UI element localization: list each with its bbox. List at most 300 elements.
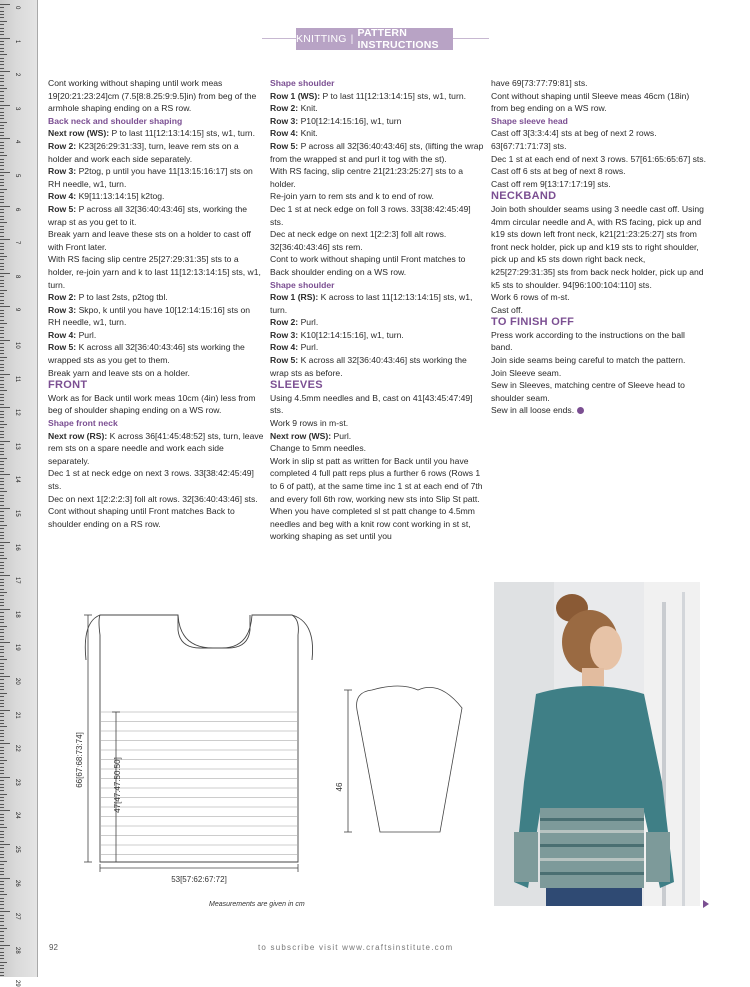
ruler-tick xyxy=(0,575,10,576)
ruler-tick xyxy=(0,918,4,919)
column-1 xyxy=(48,77,264,530)
ruler-tick xyxy=(0,192,4,193)
ruler-tick xyxy=(0,495,4,496)
instruction-row xyxy=(270,354,485,379)
ruler-tick xyxy=(0,458,7,459)
ruler-tick xyxy=(0,955,4,956)
ruler-tick xyxy=(0,619,4,620)
ruler-number: 9 xyxy=(14,308,20,312)
ruler-tick xyxy=(0,256,7,257)
ruler-tick xyxy=(0,545,4,546)
instruction-text: Dec on next 1[2:2:2:3] foll alt rows. 32[36:40:43:46] sts. xyxy=(48,493,258,504)
ruler-tick xyxy=(0,898,4,899)
ruler-tick xyxy=(0,330,4,331)
instruction-row xyxy=(48,127,264,140)
row-text: K10[12:14:15:16], w1, turn. xyxy=(300,329,404,340)
ruler-tick xyxy=(0,837,4,838)
ruler-tick xyxy=(0,484,4,485)
row-label: Next row (WS): xyxy=(270,430,332,441)
ruler-tick xyxy=(0,333,4,334)
ruler-tick xyxy=(0,841,4,842)
page-number: 92 xyxy=(49,943,58,952)
next-page-arrow-icon xyxy=(703,900,709,908)
instruction-row xyxy=(270,102,485,115)
ruler-tick xyxy=(0,4,10,5)
ruler-tick xyxy=(0,767,4,768)
row-label: Row 2: xyxy=(48,292,77,303)
instruction-text: When you have completed sl st patt change to 4.5mm needles and beg with a knit row cont working in st st, working shaping as set until you xyxy=(270,506,475,542)
ruler-tick xyxy=(0,700,4,701)
ruler-tick xyxy=(0,437,4,438)
model-photo xyxy=(494,582,700,906)
instruction-text: Cast off rem 9[13:17:17:19] sts. xyxy=(491,178,611,189)
ruler-number: 4 xyxy=(14,140,20,144)
ruler-tick xyxy=(0,542,10,543)
row-text: K across all 32[36:40:43:46] sts working the wrap sts as before. xyxy=(270,355,467,378)
row-text: P to last 2sts, p2tog tbl. xyxy=(78,292,168,303)
width-label: 53[57:62:67:72] xyxy=(171,875,227,884)
ruler-tick xyxy=(0,538,4,539)
ruler-tick xyxy=(0,656,4,657)
ruler-tick xyxy=(0,286,4,287)
ruler-tick xyxy=(0,972,4,973)
instruction-text: Press work according to the instructions on the ball band. xyxy=(491,329,685,353)
instruction-text: Cont without shaping until Front matches Back to shoulder ending on a RS row. xyxy=(48,506,235,529)
ruler-tick xyxy=(0,236,4,237)
end-dot-icon xyxy=(577,407,584,414)
stripe-length-label: 47[47:47:50:50] xyxy=(113,757,122,813)
ruler-tick xyxy=(0,229,4,230)
ruler-tick xyxy=(0,925,4,926)
instruction-text: Work 6 rows of m-st. xyxy=(491,292,570,303)
ruler-tick xyxy=(0,75,4,76)
ruler-tick xyxy=(0,44,4,45)
ruler-tick xyxy=(0,787,4,788)
shape-shoulder-heading-2: Shape shoulder xyxy=(270,279,335,290)
instruction-text: Using 4.5mm needles and B, cast on 41[43:45:47:49] sts. xyxy=(270,392,473,416)
instruction-text: With RS facing slip centre 25[27:29:31:35] sts to a holder, re-join yarn and k to last 11[12:13:14:15] sts, w1, turn. xyxy=(48,254,261,290)
ruler-tick xyxy=(0,209,4,210)
ruler-number: 26 xyxy=(14,879,20,887)
ruler-tick xyxy=(0,407,10,408)
ruler-tick xyxy=(0,558,7,559)
ruler-tick xyxy=(0,696,4,697)
ruler-tick xyxy=(0,115,4,116)
ruler-tick xyxy=(0,303,4,304)
ruler-tick xyxy=(0,21,7,22)
ruler-tick xyxy=(0,814,4,815)
ruler-tick xyxy=(0,938,4,939)
ruler-tick xyxy=(0,441,10,442)
ruler-tick xyxy=(0,552,4,553)
ruler-tick xyxy=(0,844,10,845)
instruction-text: Work in slip st patt as written for Back until you have completed 4 full patt reps plus a further 6 rows (Rows 1 to 6 of patt), at the same time inc 1 st at each end of 7th and every foll 6th row, working new sts into Slip St patt. xyxy=(270,455,483,504)
ruler-tick xyxy=(0,666,4,667)
row-text: P across all 32[36:40:43:46] sts, (lifting the wrap from the wrapped st and purl it tog with the st). xyxy=(270,140,484,164)
front-heading: FRONT xyxy=(48,379,88,392)
ruler-tick xyxy=(0,411,4,412)
instruction-text xyxy=(491,404,706,417)
ruler-tick xyxy=(0,804,4,805)
ruler-tick xyxy=(0,958,4,959)
badge-divider: | xyxy=(350,33,354,45)
ruler-tick xyxy=(0,780,4,781)
instruction-row xyxy=(48,190,264,203)
ruler-tick xyxy=(0,165,4,166)
ruler-number: 22 xyxy=(14,745,20,752)
ruler-tick xyxy=(0,316,4,317)
ruler-tick xyxy=(0,777,10,778)
ruler-tick xyxy=(0,679,4,680)
ruler-number: 13 xyxy=(14,442,20,450)
ruler-tick xyxy=(0,400,4,401)
ruler-tick xyxy=(0,770,4,771)
row-label: Row 5: xyxy=(48,342,77,353)
ruler-tick xyxy=(0,135,4,136)
ruler-tick xyxy=(0,532,4,533)
ruler-number: 6 xyxy=(14,207,20,211)
ruler-tick xyxy=(0,726,7,727)
ruler-tick xyxy=(0,693,7,694)
ruler-number: 7 xyxy=(14,241,20,245)
ruler-tick xyxy=(0,592,7,593)
sleeve-length-label: 46 xyxy=(335,782,344,792)
ruler-number: 25 xyxy=(14,846,20,853)
instruction-row xyxy=(48,291,264,304)
ruler-tick xyxy=(0,397,4,398)
ruler-tick xyxy=(0,259,4,260)
ruler-tick xyxy=(0,471,4,472)
ruler-tick xyxy=(0,142,4,143)
ruler-tick xyxy=(0,854,4,855)
row-text: K across to last 11[12:13:14:15] sts, w1, turn. xyxy=(270,292,473,315)
ruler-tick xyxy=(0,807,4,808)
ruler-tick xyxy=(0,639,4,640)
instruction-row xyxy=(270,329,485,342)
ruler-tick xyxy=(0,448,4,449)
ruler-tick xyxy=(0,491,7,492)
ruler-tick xyxy=(0,219,4,220)
row-label: Next row (RS): xyxy=(48,430,108,441)
ruler-tick xyxy=(0,360,4,361)
ruler-tick xyxy=(0,585,4,586)
finish-heading: TO FINISH OFF xyxy=(491,316,575,329)
ruler-tick xyxy=(0,589,4,590)
ruler-number: 5 xyxy=(14,174,20,178)
ruler-tick xyxy=(0,138,10,139)
ruler-tick xyxy=(0,202,4,203)
ruler-tick xyxy=(0,562,4,563)
section-label: KNITTING xyxy=(296,33,347,45)
row-text: Purl. xyxy=(78,329,97,340)
instruction-text: Dec 1 st at neck edge on next 3 rows. 33[38:42:45:49] sts. xyxy=(48,468,254,491)
ruler-tick xyxy=(0,515,4,516)
ruler-tick xyxy=(0,894,7,895)
row-label: Row 5: xyxy=(270,140,299,151)
ruler-number: 11 xyxy=(14,375,20,382)
instruction-text: have 69[73:77:79:81] sts. xyxy=(491,78,588,88)
ruler-tick xyxy=(0,112,4,113)
row-text: Purl. xyxy=(333,430,352,441)
ruler-tick xyxy=(0,81,4,82)
row-text: P to last 11[12:13:14:15] sts, w1, turn. xyxy=(111,128,255,139)
ruler-tick xyxy=(0,461,4,462)
ruler-tick xyxy=(0,605,4,606)
ruler-tick xyxy=(0,454,4,455)
instruction-row xyxy=(48,329,264,342)
footer-subscribe: to subscribe visit www.craftsinstitute.com xyxy=(258,943,454,952)
instruction-row xyxy=(48,165,264,190)
ruler-tick xyxy=(0,790,4,791)
row-label: Row 4: xyxy=(48,329,77,340)
ruler-tick xyxy=(0,327,4,328)
ruler-tick xyxy=(0,505,4,506)
ruler-tick xyxy=(0,595,4,596)
row-label: Next row (WS): xyxy=(48,128,110,139)
ruler-tick xyxy=(0,249,4,250)
ruler-tick xyxy=(0,48,4,49)
ruler-tick xyxy=(0,417,4,418)
ruler-tick xyxy=(0,962,7,963)
ruler-tick xyxy=(0,91,4,92)
ruler-tick xyxy=(0,108,4,109)
ruler-tick xyxy=(0,800,4,801)
instruction-row xyxy=(270,316,485,329)
ruler-tick xyxy=(0,683,4,684)
ruler-tick xyxy=(0,296,4,297)
ruler-tick xyxy=(0,676,10,677)
ruler-tick xyxy=(0,206,10,207)
row-text: K across all 32[36:40:43:46] sts working the wrapped sts as you get to them. xyxy=(48,342,245,366)
ruler-tick xyxy=(0,232,4,233)
ruler-tick xyxy=(0,431,4,432)
ruler-tick xyxy=(0,162,4,163)
header-rule-right xyxy=(453,38,489,39)
ruler-tick xyxy=(0,266,4,267)
ruler-tick xyxy=(0,820,4,821)
armhole-left xyxy=(85,615,100,660)
body-length-label: 66[67:68:73:74] xyxy=(75,732,84,788)
ruler-tick xyxy=(0,921,4,922)
ruler-tick xyxy=(0,646,4,647)
instruction-text: With RS facing, slip centre 21[21:23:25:27] sts to a holder. xyxy=(270,166,463,189)
ruler-tick xyxy=(0,636,4,637)
ruler-tick xyxy=(0,535,4,536)
ruler-tick xyxy=(0,508,10,509)
ruler-number: 18 xyxy=(14,610,20,618)
ruler-tick xyxy=(0,602,4,603)
ruler-tick xyxy=(0,928,7,929)
instruction-text: Dec 1 st at each end of next 3 rows. 57[61:65:65:67] sts. xyxy=(491,153,706,164)
ruler xyxy=(0,0,38,987)
ruler-tick xyxy=(0,478,4,479)
ruler-tick xyxy=(0,283,4,284)
instruction-text: Break yarn and leave these sts on a holder to cast off with Front later. xyxy=(48,229,251,252)
ruler-tick xyxy=(0,975,4,976)
ruler-tick xyxy=(0,31,4,32)
ruler-tick xyxy=(0,773,4,774)
row-text: Skpo, k until you have 10[12:14:15:16] sts on RH needle, w1, turn. xyxy=(48,304,251,328)
ruler-tick xyxy=(0,548,4,549)
ruler-tick xyxy=(0,14,4,15)
ruler-tick xyxy=(0,525,7,526)
ruler-number: 19 xyxy=(14,644,20,652)
header-rule-left xyxy=(262,38,296,39)
armhole-right xyxy=(292,615,313,660)
instruction-text: Cont to work without shaping until Front matches to Back shoulder ending on a WS row. xyxy=(270,254,466,277)
ruler-tick xyxy=(0,878,10,879)
ruler-tick xyxy=(0,881,4,882)
ruler-tick xyxy=(0,720,4,721)
ruler-tick xyxy=(0,649,4,650)
ruler-tick xyxy=(0,357,7,358)
ruler-tick xyxy=(0,78,4,79)
ruler-number: 14 xyxy=(14,476,20,484)
ruler-tick xyxy=(0,579,4,580)
ruler-tick xyxy=(0,565,4,566)
ruler-tick xyxy=(0,145,4,146)
ruler-tick xyxy=(0,706,4,707)
ruler-tick xyxy=(0,730,4,731)
ruler-tick xyxy=(0,784,4,785)
ruler-tick xyxy=(0,367,4,368)
ruler-number: 23 xyxy=(14,778,20,786)
ruler-tick xyxy=(0,945,10,946)
ruler-tick xyxy=(0,28,4,29)
ruler-tick xyxy=(0,847,4,848)
ruler-tick xyxy=(0,7,4,8)
ruler-tick xyxy=(0,68,4,69)
ruler-tick xyxy=(0,343,4,344)
row-text: P2tog, p until you have 11[13:15:16:17] sts on RH needle, w1, turn. xyxy=(48,166,253,189)
ruler-tick xyxy=(0,88,7,89)
column-3 xyxy=(491,77,706,417)
ruler-tick xyxy=(0,629,4,630)
ruler-number: 1 xyxy=(14,39,20,43)
ruler-tick xyxy=(0,269,4,270)
instruction-text: Work as for Back until work meas 10cm (4in) less from beg of shoulder shaping ending on a WS row. xyxy=(48,392,256,416)
ruler-tick xyxy=(0,888,4,889)
ruler-tick xyxy=(0,740,4,741)
ruler-tick xyxy=(0,51,4,52)
row-label: Row 4: xyxy=(270,128,299,139)
row-label: Row 2: xyxy=(270,317,299,328)
ruler-tick xyxy=(0,310,4,311)
column-2 xyxy=(270,77,485,543)
ruler-number: 20 xyxy=(14,678,20,685)
ruler-tick xyxy=(0,444,4,445)
garment-schematic xyxy=(60,600,480,910)
stripe-lines xyxy=(101,712,297,855)
row-label: Row 2: xyxy=(48,140,77,151)
ruler-tick xyxy=(0,904,4,905)
ruler-tick xyxy=(0,313,4,314)
sleeve-outline xyxy=(357,686,462,832)
instruction-row xyxy=(270,115,485,128)
ruler-tick xyxy=(0,965,4,966)
ruler-tick xyxy=(0,421,4,422)
instruction-row xyxy=(270,140,485,165)
ruler-tick xyxy=(0,239,10,240)
row-label: Row 3: xyxy=(48,166,77,177)
ruler-tick xyxy=(0,347,4,348)
ruler-tick xyxy=(0,152,4,153)
ruler-tick xyxy=(0,189,7,190)
ruler-tick xyxy=(0,968,4,969)
ruler-tick xyxy=(0,710,10,711)
ruler-tick xyxy=(0,864,4,865)
row-text: K23[26:29:31:33], turn, leave rem sts on a holder and work each side separately. xyxy=(48,140,239,164)
ruler-tick xyxy=(0,713,4,714)
ruler-number: 10 xyxy=(14,342,20,349)
ruler-tick xyxy=(0,824,4,825)
ruler-tick xyxy=(0,253,4,254)
row-label: Row 2: xyxy=(270,103,299,114)
ruler-number: 2 xyxy=(14,73,20,77)
instruction-text: Re-join yarn to rem sts and k to end of row. xyxy=(270,191,434,202)
row-text: Knit. xyxy=(300,103,318,114)
ruler-tick xyxy=(0,736,4,737)
ruler-tick xyxy=(0,175,4,176)
ruler-tick xyxy=(0,915,4,916)
row-text: Purl. xyxy=(300,317,319,328)
ruler-tick xyxy=(0,501,4,502)
sleeve-head-heading: Shape sleeve head xyxy=(491,115,568,126)
instruction-text: Change to 5mm needles. xyxy=(270,443,367,454)
ruler-number: 28 xyxy=(14,946,20,954)
ruler-tick xyxy=(0,196,4,197)
ruler-tick xyxy=(0,750,4,751)
ruler-tick xyxy=(0,952,4,953)
ruler-tick xyxy=(0,216,4,217)
ruler-number: 3 xyxy=(14,106,20,111)
shape-shoulder-heading: Shape shoulder xyxy=(270,78,335,88)
ruler-tick xyxy=(0,24,4,25)
row-label: Row 5: xyxy=(48,203,77,214)
instruction-row xyxy=(270,127,485,140)
back-neck-heading: Back neck and shoulder shaping xyxy=(48,115,183,126)
ruler-number: 21 xyxy=(14,711,20,719)
instruction-text: Cast off 6 sts at beg of next 8 rows. xyxy=(491,166,626,177)
instruction-row xyxy=(48,203,264,228)
front-neck-heading: Shape front neck xyxy=(48,418,118,429)
row-label: Row 5: xyxy=(270,355,299,366)
neckband-heading: NECKBAND xyxy=(491,190,557,203)
instruction-row xyxy=(48,140,264,165)
ruler-tick xyxy=(0,276,4,277)
row-label: Row 1 (WS): xyxy=(270,90,321,101)
instruction-row xyxy=(270,430,485,443)
ruler-tick xyxy=(0,293,4,294)
row-label: Row 4: xyxy=(48,191,77,202)
ruler-tick xyxy=(0,911,10,912)
ruler-tick xyxy=(0,834,4,835)
row-text: Knit. xyxy=(300,128,318,139)
ruler-tick xyxy=(0,337,4,338)
ruler-tick xyxy=(0,384,4,385)
instruction-text: Dec at neck edge on next 1[2:2:3] foll alt rows. 32[36:40:43:46] sts rem. xyxy=(270,229,447,252)
ruler-tick xyxy=(0,155,7,156)
ruler-tick xyxy=(0,374,10,375)
ruler-tick xyxy=(0,794,7,795)
ruler-number: 12 xyxy=(14,409,20,416)
ruler-number: 29 xyxy=(14,980,20,987)
ruler-tick xyxy=(0,931,4,932)
ruler-tick xyxy=(0,226,4,227)
ruler-tick xyxy=(0,941,4,942)
ruler-tick xyxy=(0,528,4,529)
ruler-tick xyxy=(0,511,4,512)
